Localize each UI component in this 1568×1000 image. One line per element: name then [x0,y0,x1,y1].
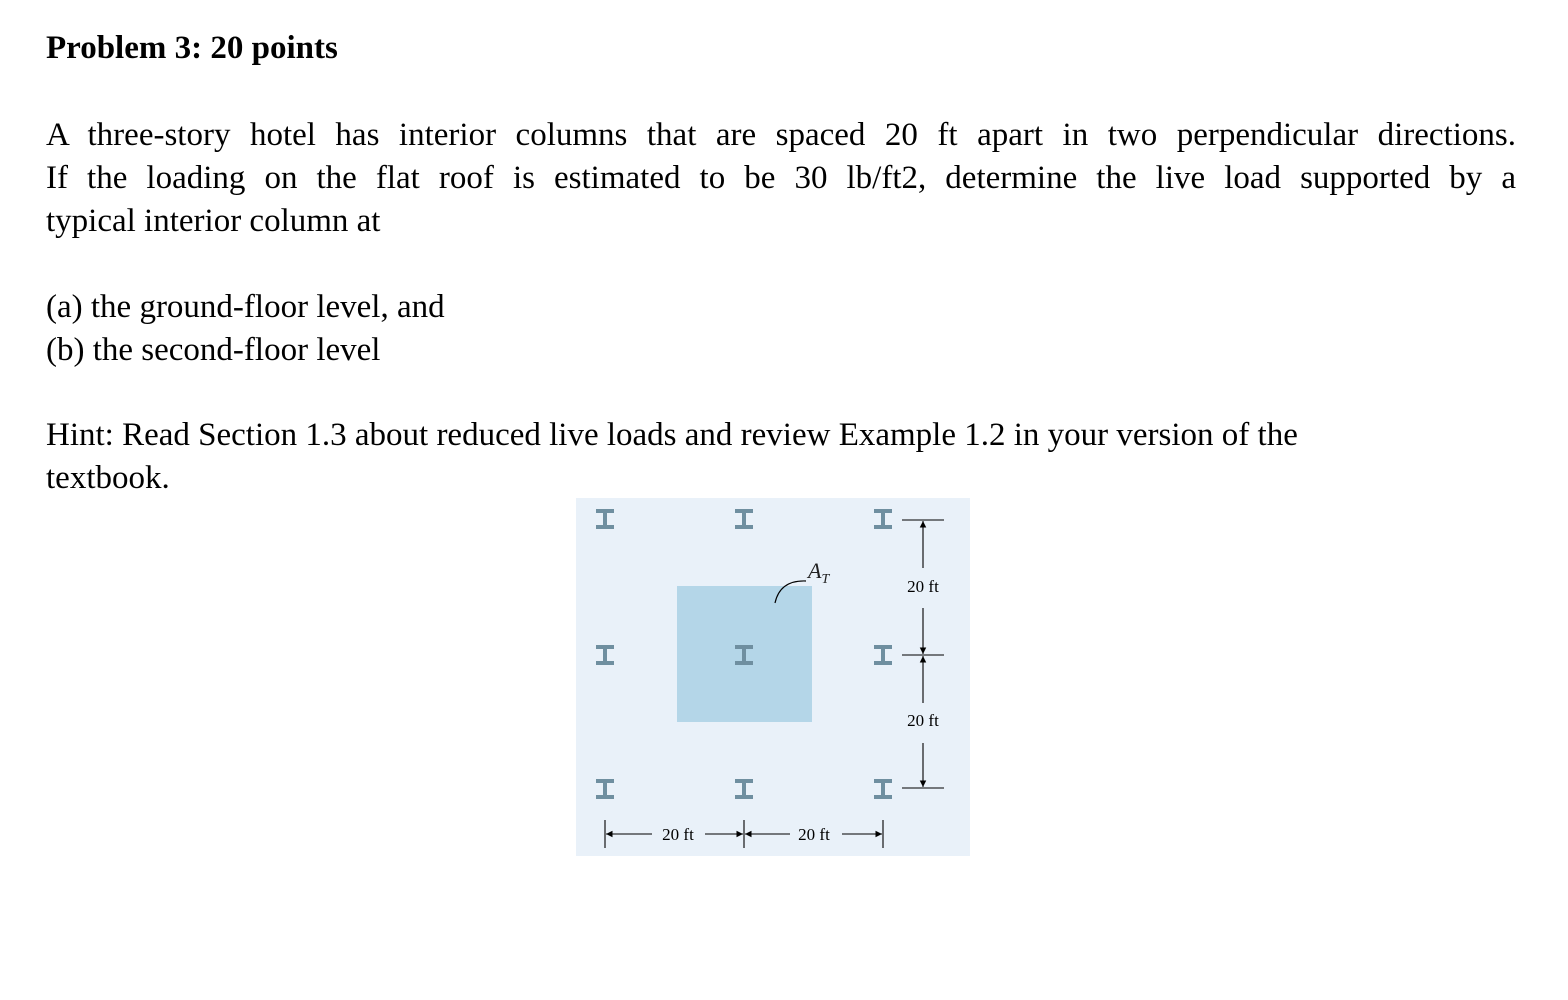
column-icon [596,509,614,529]
hint-line: Hint: Read Section 1.3 about reduced live loads and review Example 1.2 in your version of the [46,417,1298,453]
problem-parts [46,286,1516,372]
dimension-label: 20 ft [907,577,939,596]
statement-line: typical interior column at [46,203,381,239]
hint [46,414,1466,500]
part-b: (b) the second-floor level [46,332,381,368]
column-icon [874,645,892,665]
problem-statement [46,114,1516,243]
column-icon [735,509,753,529]
column-layout-diagram [576,498,970,856]
column-icon [735,779,753,799]
column-icon [874,779,892,799]
statement-line: A three-story hotel has interior columns that are spaced 20 ft apart in two perpendicular directions. [46,117,1516,153]
dimension-label: 20 ft [798,825,830,844]
dimension-label: 20 ft [662,825,694,844]
column-icon [596,645,614,665]
part-a: (a) the ground-floor level, and [46,289,445,325]
column-layout-figure [576,498,970,856]
tributary-area-label: $A_T$ [808,558,830,587]
problem-title: Problem 3: 20 points [46,30,338,66]
dimension-label: 20 ft [907,711,939,730]
bottom-dimension [605,820,883,848]
statement-line: If the loading on the flat roof is estimated to be 30 lb/ft2, determine the live load supported by a [46,160,1516,196]
right-dimension [902,520,944,788]
hint-line: textbook. [46,460,170,496]
columns [596,509,892,799]
column-icon [596,779,614,799]
column-icon [874,509,892,529]
